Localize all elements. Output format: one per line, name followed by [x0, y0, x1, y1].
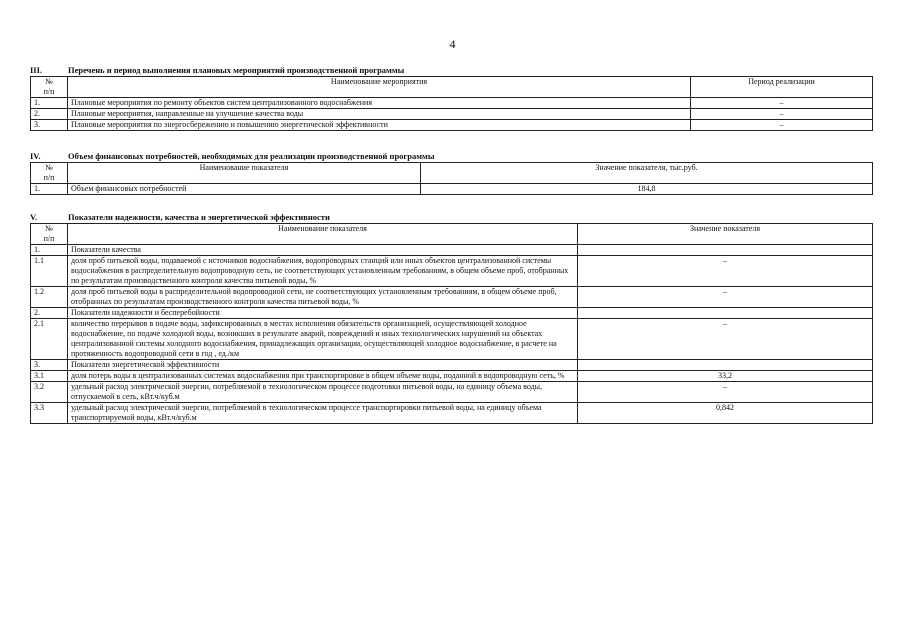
- header-period: Период реализации: [691, 77, 873, 98]
- row-num: 3.2: [31, 382, 68, 403]
- section-5-number: V.: [30, 212, 38, 222]
- table-row: [31, 308, 873, 319]
- header-num: № п/п: [31, 224, 68, 245]
- row-name: Показатели надежности и бесперебойности: [68, 308, 578, 319]
- row-num: 1.1: [31, 256, 68, 287]
- row-value: –: [578, 256, 873, 287]
- row-num: 2.: [31, 109, 68, 120]
- table-header-row: [31, 224, 873, 245]
- section-3-number: III.: [30, 65, 43, 75]
- row-name: доля проб питьевой воды, подаваемой с источников водоснабжения, водопроводных станций или иных объектов централизованной системы водоснабжения в распределительную водопроводную сеть, не соответствующих установленным требованиям, в общем объеме проб, отобранных по результатам производственного контроля качества питьевой воды, %: [68, 256, 578, 287]
- table-row: [31, 256, 873, 287]
- table-row: [31, 245, 873, 256]
- section-3-heading: [30, 64, 873, 76]
- row-num: 3.1: [31, 371, 68, 382]
- header-value: Значение показателя: [578, 224, 873, 245]
- row-value: 184,8: [421, 184, 873, 195]
- row-num: 1.: [31, 98, 68, 109]
- section-3-title: Перечень и период выполнения плановых мероприятий производственной программы: [68, 65, 405, 75]
- row-name: Показатели энергетической эффективности: [68, 360, 578, 371]
- header-name: Наименование показателя: [68, 163, 421, 184]
- row-name: Показатели качества: [68, 245, 578, 256]
- row-num: 3.: [31, 120, 68, 131]
- header-name: Наименование показателя: [68, 224, 578, 245]
- row-name: Плановые мероприятия, направленные на улучшение качества воды: [68, 109, 691, 120]
- section-4: [30, 150, 873, 195]
- section-5: [30, 211, 873, 424]
- section-4-number: IV.: [30, 151, 41, 161]
- row-period: –: [691, 98, 873, 109]
- row-num: 3.3: [31, 403, 68, 424]
- table-header-row: [31, 163, 873, 184]
- table-row: [31, 382, 873, 403]
- row-name: количество перерывов в подаче воды, зафиксированных в местах исполнения обязательств организацией, осуществляющей холодное водоснабжение, по подаче холодной воды, возникших в результате аварий, повреждений и иных технологических нарушений на объектах централизованной системы холодного водоснабжения, принадлежащих организации, осуществляющей холодное водоснабжение, в расчете на протяженность водопроводной сети в год , ед./км: [68, 319, 578, 360]
- row-value: [578, 360, 873, 371]
- section-3-table: [30, 76, 873, 131]
- header-num: № п/п: [31, 77, 68, 98]
- row-period: –: [691, 120, 873, 131]
- row-value: 0,842: [578, 403, 873, 424]
- table-row: [31, 98, 873, 109]
- section-3: [30, 64, 873, 131]
- row-value: [578, 308, 873, 319]
- row-name: Плановые мероприятия по энергосбережению и повышению энергетической эффективности: [68, 120, 691, 131]
- section-5-title: Показатели надежности, качества и энергетической эффективности: [68, 212, 330, 222]
- header-num: № п/п: [31, 163, 68, 184]
- table-row: [31, 403, 873, 424]
- table-header-row: [31, 77, 873, 98]
- row-num: 1.: [31, 184, 68, 195]
- table-row: [31, 371, 873, 382]
- table-row: [31, 109, 873, 120]
- row-num: 1.: [31, 245, 68, 256]
- row-num: 1.2: [31, 287, 68, 308]
- row-name: удельный расход электрической энергии, потребляемой в технологическом процессе транспортировки питьевой воды, на единицу объема транспортируемой воды, кВт.ч/куб.м: [68, 403, 578, 424]
- row-period: –: [691, 109, 873, 120]
- row-value: [578, 245, 873, 256]
- row-name: удельный расход электрической энергии, потребляемой в технологическом процессе подготовки питьевой воды, на единицу объема воды, отпускаемой в сеть, кВт.ч/куб.м: [68, 382, 578, 403]
- header-value: Значение показателя, тыс.руб.: [421, 163, 873, 184]
- table-row: [31, 184, 873, 195]
- table-row: [31, 360, 873, 371]
- section-4-heading: [30, 150, 873, 162]
- header-name: Наименование мероприятия: [68, 77, 691, 98]
- table-row: [31, 120, 873, 131]
- row-name: доля проб питьевой воды в распределительной водопроводной сети, не соответствующих установленным требованиям, в общем объеме проб, отобранных по результатам производственного контроля качества питьевой воды, %: [68, 287, 578, 308]
- section-5-heading: [30, 211, 873, 223]
- row-name: Объем финансовых потребностей: [68, 184, 421, 195]
- section-4-title: Объем финансовых потребностей, необходимых для реализации производственной программы: [68, 151, 435, 161]
- row-value: –: [578, 287, 873, 308]
- row-value: –: [578, 382, 873, 403]
- section-4-table: [30, 162, 873, 195]
- row-value: 33,2: [578, 371, 873, 382]
- page-number: 4: [449, 37, 456, 51]
- table-row: [31, 287, 873, 308]
- row-num: 2.: [31, 308, 68, 319]
- row-value: –: [578, 319, 873, 360]
- section-5-table: [30, 223, 873, 424]
- row-num: 3.: [31, 360, 68, 371]
- row-num: 2.1: [31, 319, 68, 360]
- table-row: [31, 319, 873, 360]
- row-name: доля потерь воды в централизованных системах водоснабжения при транспортировке в общем объеме воды, поданной в водопроводную сеть, %: [68, 371, 578, 382]
- row-name: Плановые мероприятия по ремонту объектов систем централизованного водоснабжения: [68, 98, 691, 109]
